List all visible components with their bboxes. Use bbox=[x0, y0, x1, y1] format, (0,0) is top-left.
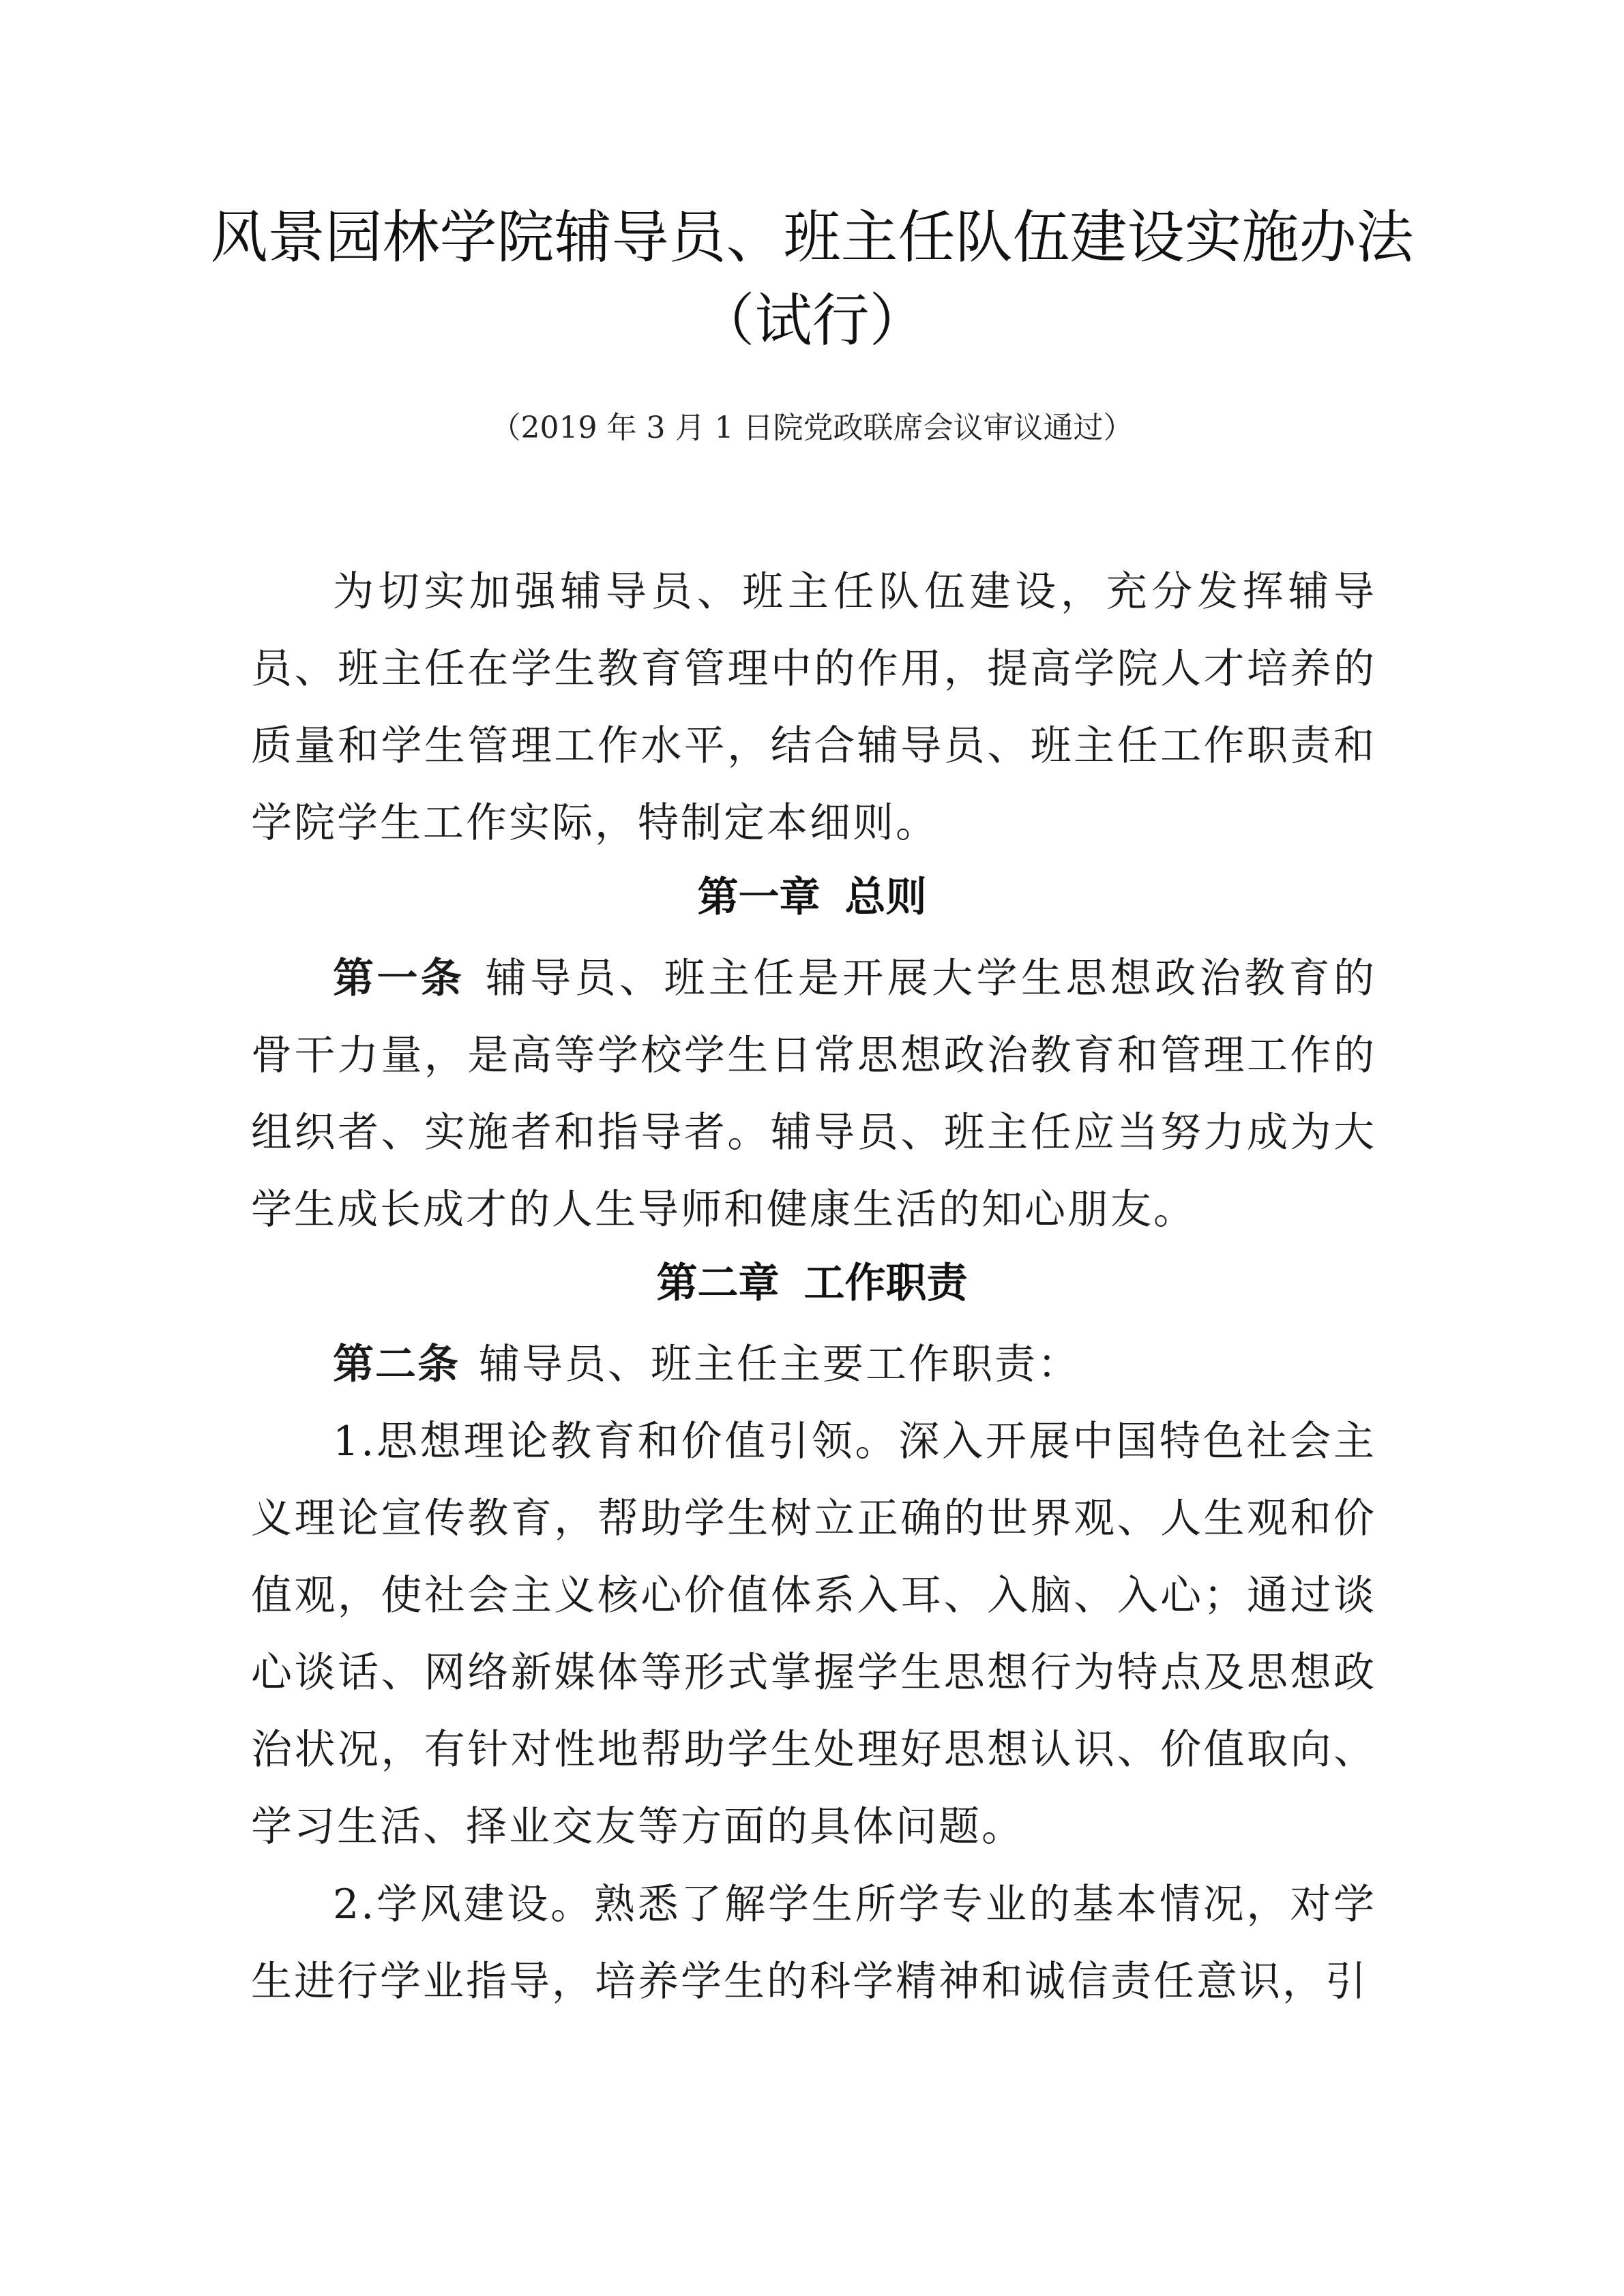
duty-item-2: 2.学风建设。熟悉了解学生所学专业的基本情况，对学生进行学业指导，培养学生的科学精神和诚信责任意识，引 bbox=[251, 1881, 1376, 2006]
document-title-suffix: （试行） bbox=[697, 287, 927, 354]
article-1-label: 第一条 bbox=[333, 955, 465, 1002]
chapter-1-heading bbox=[136, 863, 1488, 931]
chapter-2-heading bbox=[136, 1249, 1488, 1317]
article-2-label: 第二条 bbox=[333, 1341, 460, 1388]
chapter-1-number: 第一章 bbox=[697, 874, 821, 921]
duty-item-1: 1.思想理论教育和价值引领。深入开展中国特色社会主义理论宣传教育，帮助学生树立正确的世界观、人生观和价值观，使社会主义核心价值体系入耳、入脑、入心；通过谈心谈话、网络新媒体等形式掌握学生思想行为特点及思想政治状况，有针对性地帮助学生处理好思想认识、价值取向、学习生活、择业交友等方面的具体问题。 bbox=[251, 1418, 1376, 1851]
intro-paragraph: 为切实加强辅导员、班主任队伍建设，充分发挥辅导员、班主任在学生教育管理中的作用，提高学院人才培养的质量和学生管理工作水平，结合辅导员、班主任工作职责和学院学生工作实际，特制定本细则。 bbox=[251, 568, 1376, 847]
chapter-2-name: 工作职责 bbox=[803, 1259, 968, 1307]
article-1-text: 辅导员、班主任是开展大学生思想政治教育的骨干力量，是高等学校学生日常思想政治教育和管理工作的组织者、实施者和指导者。辅导员、班主任应当努力成为大学生成长成才的人生导师和健康生活的知心朋友。 bbox=[251, 955, 1377, 1234]
article-2-paragraph bbox=[251, 1326, 1376, 1403]
article-2-text: 辅导员、班主任主要工作职责： bbox=[479, 1341, 1080, 1388]
approval-note: （2019 年 3 月 1 日院党政联席会议审议通过） bbox=[490, 411, 1134, 445]
chapter-1-name: 总则 bbox=[844, 874, 927, 921]
chapter-2-number: 第二章 bbox=[656, 1259, 780, 1307]
document-title: 风景园林学院辅导员、班主任队伍建设实施办法 bbox=[210, 204, 1414, 271]
article-1-paragraph bbox=[251, 940, 1376, 1249]
